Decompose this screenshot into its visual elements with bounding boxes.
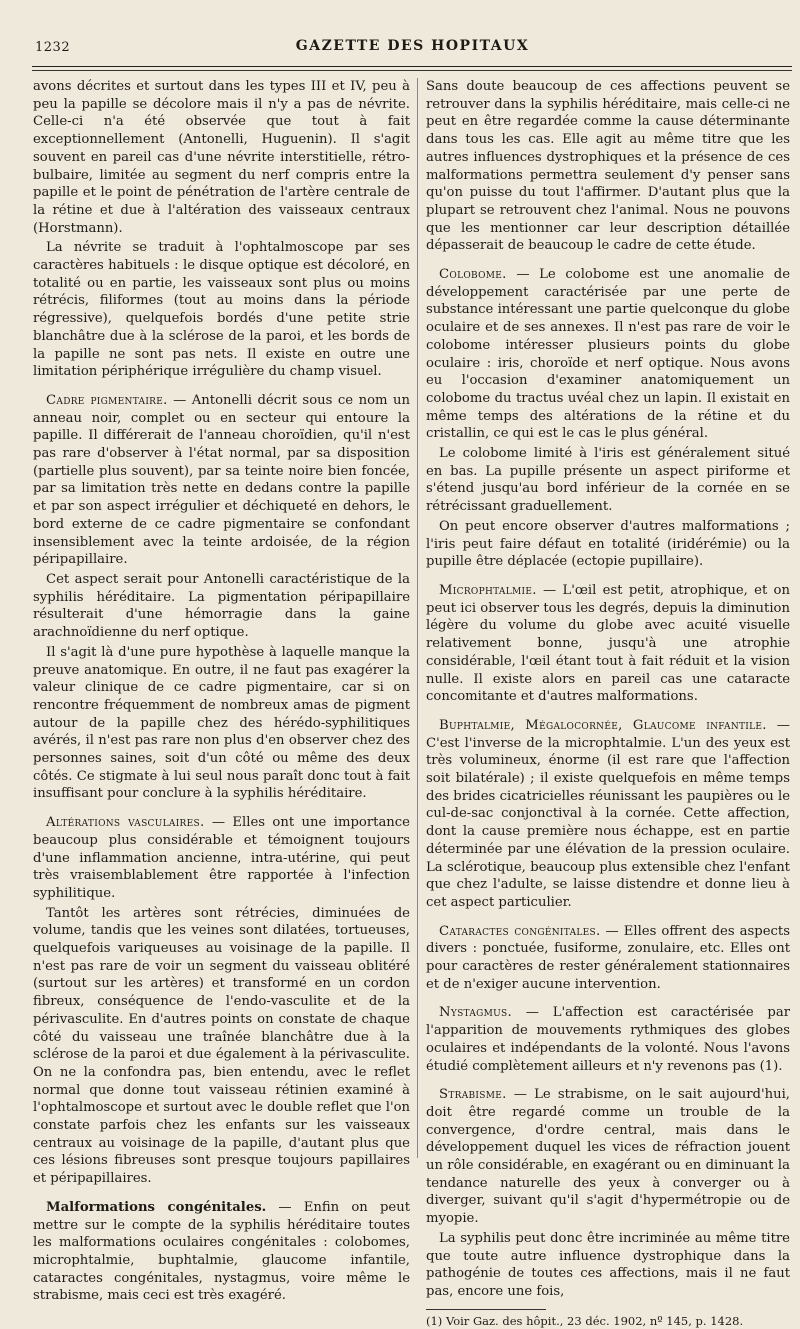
section-text: — C'est l'inverse de la microphtalmie. L'un des yeux est très volumineux, énorme (il est rare que l'affection soit bilatérale) ; il existe quelquefois en même temps des brides cicatricielles réunissant les paupières ou le cul-de-sac conjonctival à la cornée. Cette affection, dont la cause première nous échappe, est en partie déterminée par une élévation de la pression oculaire. La sclérotique, beaucoup plus extensible chez l'enfant que chez l'adulte, se laisse distendre et donne lieu à cet aspect particulier. [426,717,790,910]
section-paragraph [426,1004,790,1075]
section-paragraph [426,266,790,443]
column-divider [417,78,418,1158]
section-paragraph [426,717,790,912]
paragraph: Sans doute beaucoup de ces affections peuvent se retrouver dans la syphilis héréditaire, mais celle-ci ne peut en être regardée comme la cause déterminante dans tous les cas. Elle agit au même titre que les autres influences dystrophiques et la présence de ces malformations permettra seulement d'y penser sans qu'on puisse du tout l'affirmer. D'autant plus que la plupart se retrouvent chez l'animal. Nous ne pouvons que les mentionner car leur description détaillée dépasserait de beaucoup le cadre de cette étude. [426,79,790,254]
section-text: — Le colobome est une anomalie de développement caractérisée par une perte de substance intéressant une partie quelconque du globe oculaire et de ses annexes. Il n'est pas rare de voir le colobome intéresser plusieurs points du globe oculaire : iris, choroïde et nerf optique. Nous avons eu l'occasion d'examiner anatomiquement un colobome du tractus uvéal chez un lapin. Il existait en même temps des altérations de la rétine et du cristallin, ce qui est le cas le plus général. [426,267,790,442]
section-paragraph [426,1086,790,1228]
section-heading: Cadre pigmentaire. [46,392,168,408]
footnote-rule [426,1309,546,1310]
section-heading: Cataractes congénitales. [439,923,601,939]
header-rule-thin [32,70,792,71]
right-column [426,78,790,1328]
footnote: (1) Voir Gaz. des hôpit., 23 déc. 1902, nº 145, p. 1428. [426,1313,744,1328]
paragraph: avons décrites et surtout dans les types III et IV, peu à peu la papille se décolore mais il n'y a pas de névrite. Celle-ci n'a été observée que tout à fait exceptionnellement (Antonelli, Huguenin). Il s'agit souvent en pareil cas d'une névrite interstitielle, rétro-bulbaire, limitée au segment du nerf compris entre la papille et le point de pénétration de l'artère centrale de la rétine et due à l'altération des vaisseaux centraux (Horstmann). [33,79,410,236]
section-text: — Antonelli décrit sous ce nom un anneau noir, complet ou en secteur qui entoure la papille. Il différerait de l'anneau choroïdien, qu'il n'est pas rare d'observer à l'état normal, par sa disposition (partielle plus souvent), par sa teinte noire bien foncée, par sa limitation très nette en dedans contre la papille et par son aspect irrégulier et déchiqueté en dehors, le bord externe de ce cadre pigmentaire se confondant insensiblement avec la teinte ardoisée, de la région péripapillaire. [33,392,410,568]
section-text: — L'affection est caractérisée par l'apparition de mouvements rythmiques des globes oculaires et indépendants de la volonté. Nous l'avons étudié complètement ailleurs et n'y revenons pas (1). [426,1005,790,1074]
paragraph: Il s'agit là d'une pure hypothèse à laquelle manque la preuve anatomique. En outre, il ne faut pas exagérer la valeur clinique de ce cadre pigmentaire, car si on rencontre fréquemment de nombreux amas de pigment autour de la papille chez des hérédo-syphilitiques avérés, il n'est pas rare non plus d'en observer chez des personnes saines, soit d'un côté ou même des deux côtés. Ce stigmate à lui seul nous paraît donc tout à fait insuffisant pour conclure à la syphilis héréditaire. [33,644,410,802]
section-paragraph [33,1199,410,1305]
section-paragraph [426,582,790,706]
paragraph: On peut encore observer d'autres malformations ; l'iris peut faire défaut en totalité (iridérémie) ou la pupille être déplacée (ectopie pupillaire). [426,518,790,570]
header-rule [32,66,792,67]
section-text: — L'œil est petit, atrophique, et on peut ici observer tous les degrés, depuis la diminution légère du volume du globe avec acuité visuelle relativement bonne, jusqu'à une atrophie considérable, l'œil étant tout à fait réduit et la vision nulle. Il existe alors en pareil cas une cataracte concomitante et d'autres malformations. [426,582,790,705]
section-heading: Strabisme. [439,1087,507,1103]
paragraph: La névrite se traduit à l'ophtalmoscope par ses caractères habituels : le disque optique est décoloré, en totalité ou en partie, les vaisseaux sont plus ou moins rétrécis, filiformes (tout au moins dans la période régressive), quelquefois bordés d'une petite strie blanchâtre due à la sclérose de la paroi, et les bords de la papille ne sont pas nets. Il existe en outre une limitation périphérique irrégulière du champ visuel. [33,240,410,380]
section-text: — Le strabisme, on le sait aujourd'hui, doit être regardé comme un trouble de la convergence, d'ordre central, mais dans le développement duquel les vices de réfraction jouent un rôle considérable, en exagérant ou en diminuant la tendance naturelle des yeux à converger ou à diverger, suivant qu'il s'agit d'hypermétropie ou de myopie. [426,1087,790,1227]
section-heading: Malformations congénitales. [46,1199,267,1215]
journal-title: GAZETTE DES HOPITAUX [295,38,530,54]
paragraph: Cet aspect serait pour Antonelli caractéristique de la syphilis héréditaire. La pigmentation péripapillaire résulterait d'une hémorragie dans la gaine arachnoïdienne du nerf optique. [33,571,410,641]
paragraph: Tantôt les artères sont rétrécies, diminuées de volume, tandis que les veines sont dilatées, tortueuses, quelquefois variqueuses au voisinage de la papille. Il n'est pas rare de voir un segment du vaisseau oblitéré (surtout sur les artères) et transformé en un cordon fibreux, conséquence de l'endo-vasculite et de la périvasculite. En d'autres points on constate de chaque côté du vaisseau une traînée blanchâtre due à la sclérose de la paroi et due également à la périvasculite. On ne la confondra pas, bien entendu, avec le reflet normal que donne tout vaisseau rétinien examiné à l'ophtalmoscope et surtout avec le double reflet que l'on constate parfois chez les enfants sur les vaisseaux centraux au voisinage de la papille, d'autant plus que ces lésions fibreuses sont presque toujours papillaires et péripapillaires. [33,905,411,1187]
section-paragraph [33,814,410,903]
section-heading: Nystagmus. [439,1005,513,1021]
page-number: 1232 [35,40,71,55]
section-heading: Microphtalmie. [439,582,537,598]
section-heading: Altérations vasculaires. [46,815,205,831]
section-heading: Buphtalmie, Mégalocornée, Glaucome infantile. [439,717,767,733]
section-heading: Colobome. [439,267,507,283]
left-column [33,78,411,1304]
section-text: — Elles offrent des aspects divers : ponctuée, fusiforme, zonulaire, etc. Elles ont pour caractères de rester généralement stationnaires et de n'exiger aucune intervention. [426,923,790,992]
page-header [35,36,790,58]
section-paragraph [33,392,410,569]
section-paragraph [426,923,790,994]
section-text: — Elles ont une importance beaucoup plus considérable et témoignent toujours d'une inflammation ancienne, intra-utérine, qui peut très vraisemblablement être rapportée à l'infection syphilitique. [33,815,410,901]
section-text: — Enfin on peut mettre sur le compte de la syphilis héréditaire toutes les malformations oculaires congénitales : colobomes, microphtalmie, buphtalmie, glaucome infantile, cataractes congénitales, nystagmus, voire même le strabisme, mais ceci est très exagéré. [33,1199,410,1304]
paragraph: La syphilis peut donc être incriminée au même titre que toute autre influence dystrophique dans la pathogénie de toutes ces affections, mais il ne faut pas, encore une fois, [426,1230,790,1299]
paragraph: Le colobome limité à l'iris est généralement situé en bas. La pupille présente un aspect piriforme et s'étend jusqu'au bord inférieur de la cornée en se rétrécissant graduellement. [426,446,790,515]
